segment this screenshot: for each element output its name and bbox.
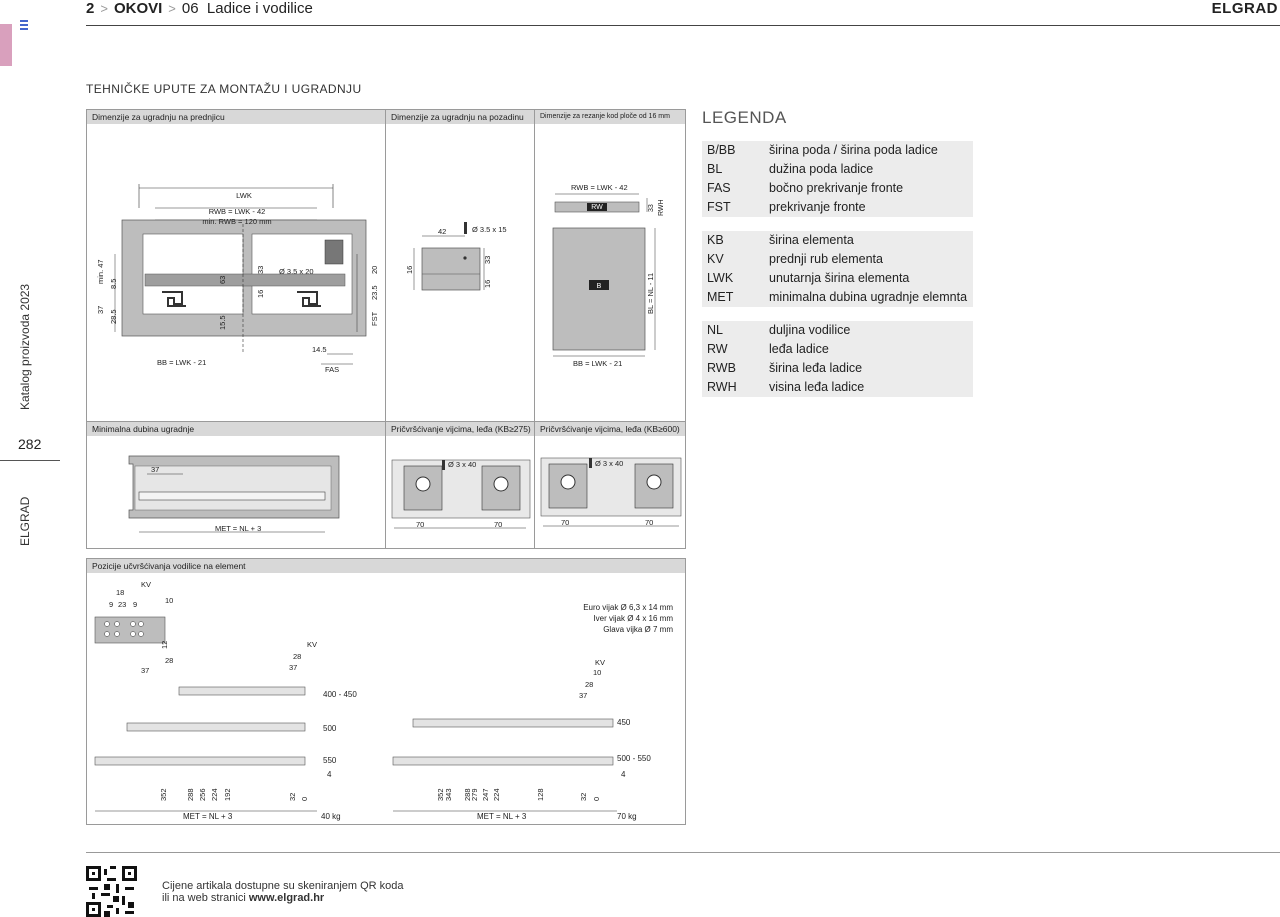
detail-label-10: 10 — [165, 596, 174, 605]
chevron-right-icon: > — [100, 1, 108, 16]
left-x-192: 192 — [223, 788, 232, 801]
right-top-label-28: 28 — [585, 680, 594, 689]
legend-text: širina poda / širina poda ladice — [769, 143, 938, 157]
footer-line-2 — [162, 892, 404, 904]
dim-label-63: 63 — [218, 275, 227, 284]
legend-text: širina leđa ladice — [769, 361, 863, 375]
detail-label-9b: 9 — [133, 600, 138, 609]
legend-row — [702, 160, 973, 179]
dim-label-33: 33 — [256, 265, 265, 274]
left-x-288: 288 — [186, 788, 195, 801]
legend-row — [702, 340, 973, 359]
right-top-label-10: 10 — [593, 668, 602, 677]
legend-code: BL — [707, 162, 723, 176]
dim-label-70-right: 70 — [645, 518, 654, 527]
legend-group-1 — [702, 141, 973, 217]
dim-label-min-rwb: min. RWB = 120 mm — [202, 217, 272, 226]
dim-label-14-5: 14.5 — [312, 345, 327, 354]
legend-row — [702, 231, 973, 250]
breadcrumb-current: Ladice i vodilice — [206, 0, 313, 17]
legend-row — [702, 269, 973, 288]
left-x-224: 224 — [210, 788, 219, 801]
dim-label-42: 42 — [438, 227, 447, 236]
breadcrumb-okovi[interactable]: OKOVI — [113, 0, 163, 17]
dim-label-met: MET = NL + 3 — [215, 524, 262, 533]
legend-code: FAS — [707, 181, 731, 195]
legend-title: LEGENDA — [702, 108, 787, 127]
panel-title: Dimenzije za ugradnju na pozadinu — [386, 110, 534, 124]
dim-label-20: 20 — [370, 265, 379, 274]
website-link[interactable]: www.elgrad.hr — [248, 892, 325, 904]
panel-cutting-dimensions — [534, 109, 686, 422]
brand-name: ELGRAD — [1211, 0, 1278, 17]
detail-label-kv: KV — [141, 580, 152, 589]
right-x-279: 279 — [470, 788, 479, 801]
left-top-label-37: 37 — [289, 663, 298, 672]
legend-text: unutarnja širina elementa — [769, 271, 910, 285]
left-load: 40 kg — [321, 812, 341, 821]
left-rail-400-450: 400 - 450 — [323, 690, 357, 699]
legend-code: NL — [707, 323, 723, 337]
legend-row — [702, 198, 973, 217]
right-x-32: 32 — [579, 792, 588, 801]
dim-label-min47: min. 47 — [96, 259, 105, 284]
legend-text: dužina poda ladice — [769, 162, 874, 176]
qr-code-icon[interactable] — [86, 866, 137, 917]
panel-title: Pričvršćivanje vijcima, leđa (KB≥275) — [386, 422, 534, 436]
screw-note-head: Glava vijka Ø 7 mm — [603, 625, 673, 634]
detail-label-23: 23 — [118, 600, 127, 609]
dim-label-23-5: 23.5 — [370, 285, 379, 300]
legend-text: prednji rub elementa — [769, 252, 883, 266]
detail-label-9a: 9 — [109, 600, 114, 609]
right-x-288: 288 — [463, 788, 472, 801]
header-divider — [86, 25, 1280, 26]
dim-label-70-left: 70 — [416, 520, 425, 529]
legend-group-3 — [702, 321, 973, 397]
legend-text: duljina vodilice — [769, 323, 851, 337]
footer-text — [162, 880, 404, 904]
catalog-label: Katalog proizvoda 2023 — [18, 283, 32, 410]
detail-label-28: 28 — [165, 656, 174, 665]
right-top-label-kv: KV — [595, 658, 606, 667]
panel-back-dimensions — [385, 109, 535, 422]
legend-text: prekrivanje fronte — [769, 200, 866, 214]
dim-label-15-5: 15.5 — [218, 315, 227, 330]
dim-label-70-left: 70 — [561, 518, 570, 527]
legend-row — [702, 288, 973, 307]
dim-label-screw: Ø 3 x 40 — [448, 460, 477, 469]
left-x-32: 32 — [288, 792, 297, 801]
legend-code: KV — [707, 252, 724, 266]
legend-text: širina elementa — [769, 233, 854, 247]
left-rail-500: 500 — [323, 724, 337, 733]
right-rail-450: 450 — [617, 718, 631, 727]
right-x-0: 0 — [592, 796, 601, 801]
pink-tab-marker — [0, 24, 12, 66]
legend-row — [702, 321, 973, 340]
right-met: MET = NL + 3 — [477, 812, 527, 821]
right-x-247: 247 — [481, 788, 490, 801]
front-dimension-drawing — [87, 124, 385, 421]
legend-row — [702, 378, 973, 397]
chevron-right-icon: > — [168, 1, 176, 16]
dim-label-37: 37 — [96, 305, 105, 314]
left-x-256: 256 — [198, 788, 207, 801]
legend-code: KB — [707, 233, 724, 247]
right-rail-4: 4 — [621, 770, 626, 779]
dim-label-screw: Ø 3.5 x 15 — [472, 225, 507, 234]
footer-divider — [86, 852, 1280, 853]
sidebar-brand: ELGRAD — [18, 496, 32, 546]
right-top-label-37: 37 — [579, 691, 588, 700]
b-tag: B — [596, 283, 602, 290]
breadcrumb-number[interactable]: 06 — [181, 0, 199, 17]
panel-title: Dimenzije za ugradnju na prednjicu — [87, 110, 385, 124]
dim-label-screw: Ø 3 x 40 — [595, 459, 624, 468]
legend-text: visina leđa ladice — [769, 380, 865, 394]
minimum-depth-drawing — [87, 436, 385, 548]
left-top-label-28: 28 — [293, 652, 302, 661]
dim-label-fas: FAS — [325, 365, 340, 374]
panel-title: Minimalna dubina ugradnje — [87, 422, 385, 436]
left-met: MET = NL + 3 — [183, 812, 233, 821]
legend-code: B/BB — [707, 143, 736, 157]
left-top-label-kv: KV — [307, 640, 318, 649]
right-x-352: 352 — [436, 788, 445, 801]
legend-text: bočno prekrivanje fronte — [769, 181, 904, 195]
dim-label-bb: BB = LWK - 21 — [573, 359, 623, 368]
right-x-343: 343 — [444, 788, 453, 801]
panel-title: Dimenzije za rezanje kod ploče od 16 mm — [535, 110, 685, 124]
dim-label-screw: Ø 3.5 x 20 — [279, 267, 314, 276]
panel-front-dimensions — [86, 109, 386, 422]
panel-screws-kb600 — [534, 421, 686, 549]
right-x-224: 224 — [492, 788, 501, 801]
back-dimension-drawing — [386, 124, 534, 421]
detail-label-12: 12 — [160, 640, 169, 649]
dim-label-rwb: RWB = LWK - 42 — [208, 207, 266, 216]
legend-code: LWK — [707, 271, 734, 285]
legend-code: MET — [707, 290, 734, 304]
section-title: TEHNIČKE UPUTE ZA MONTAŽU I UGRADNJU — [86, 82, 362, 96]
legend-code: RWB — [707, 361, 736, 375]
dim-label-16: 16 — [405, 265, 414, 274]
legend-code: RWH — [707, 380, 737, 394]
right-x-128: 128 — [536, 788, 545, 801]
left-x-352: 352 — [159, 788, 168, 801]
dim-label-70-right: 70 — [494, 520, 503, 529]
dim-label-lwk: LWK — [236, 191, 252, 200]
dim-label-bb: BB = LWK - 21 — [157, 358, 207, 367]
rw-tag: RW — [591, 204, 603, 211]
left-rail-4: 4 — [327, 770, 332, 779]
legend-row — [702, 250, 973, 269]
sidebar-divider — [0, 460, 60, 461]
panel-screws-kb275 — [385, 421, 535, 549]
legend-row — [702, 179, 973, 198]
detail-label-18: 18 — [116, 588, 125, 597]
panel-title: Pozicije učvršćivanja vodilice na element — [87, 559, 685, 573]
panel-rail-positions — [86, 558, 686, 825]
dim-label-33: 33 — [648, 204, 655, 212]
right-rail-500-550: 500 - 550 — [617, 754, 651, 763]
screws-kb275-drawing — [386, 436, 534, 548]
panel-minimum-depth — [86, 421, 386, 549]
screws-kb600-drawing — [535, 436, 685, 548]
cutting-dimension-drawing — [535, 124, 685, 421]
legend-text: leđa ladice — [769, 342, 829, 356]
dim-label-rwh: RWH — [658, 199, 665, 216]
screw-note-iver: Iver vijak Ø 4 x 16 mm — [593, 614, 673, 623]
left-x-0: 0 — [300, 796, 309, 801]
footer-line-2-prefix: ili na web stranici — [162, 892, 249, 904]
page-number: 282 — [18, 436, 42, 452]
breadcrumb-chapter[interactable]: 2 — [86, 0, 95, 17]
legend-row — [702, 141, 973, 160]
left-rail-550: 550 — [323, 756, 337, 765]
dim-label-37: 37 — [151, 465, 160, 474]
menu-icon[interactable] — [20, 20, 28, 32]
legend-code: FST — [707, 200, 731, 214]
dim-label-rwb: RWB = LWK - 42 — [571, 183, 628, 192]
breadcrumb — [86, 0, 313, 17]
legend-text: minimalna dubina ugradnje elemnta — [769, 290, 968, 304]
footer-line-1: Cijene artikala dostupne su skeniranjem QR koda — [162, 880, 404, 892]
dim-label-fst: FST — [370, 311, 379, 326]
dim-label-8-5: 8.5 — [109, 278, 118, 289]
rail-positions-drawing — [87, 573, 685, 824]
detail-label-37: 37 — [141, 666, 150, 675]
legend-code: RW — [707, 342, 728, 356]
legend-group-2 — [702, 231, 973, 307]
dim-label-bl: BL = NL - 11 — [646, 272, 655, 314]
dim-label-16b: 16 — [483, 279, 492, 288]
right-load: 70 kg — [617, 812, 637, 821]
legend-row — [702, 359, 973, 378]
dim-label-33: 33 — [483, 255, 492, 264]
dim-label-28-5: 28.5 — [109, 309, 118, 324]
panel-title: Pričvršćivanje vijcima, leđa (KB≥600) — [535, 422, 685, 436]
screw-note-euro: Euro vijak Ø 6,3 x 14 mm — [583, 603, 673, 612]
dim-label-16: 16 — [256, 289, 265, 298]
